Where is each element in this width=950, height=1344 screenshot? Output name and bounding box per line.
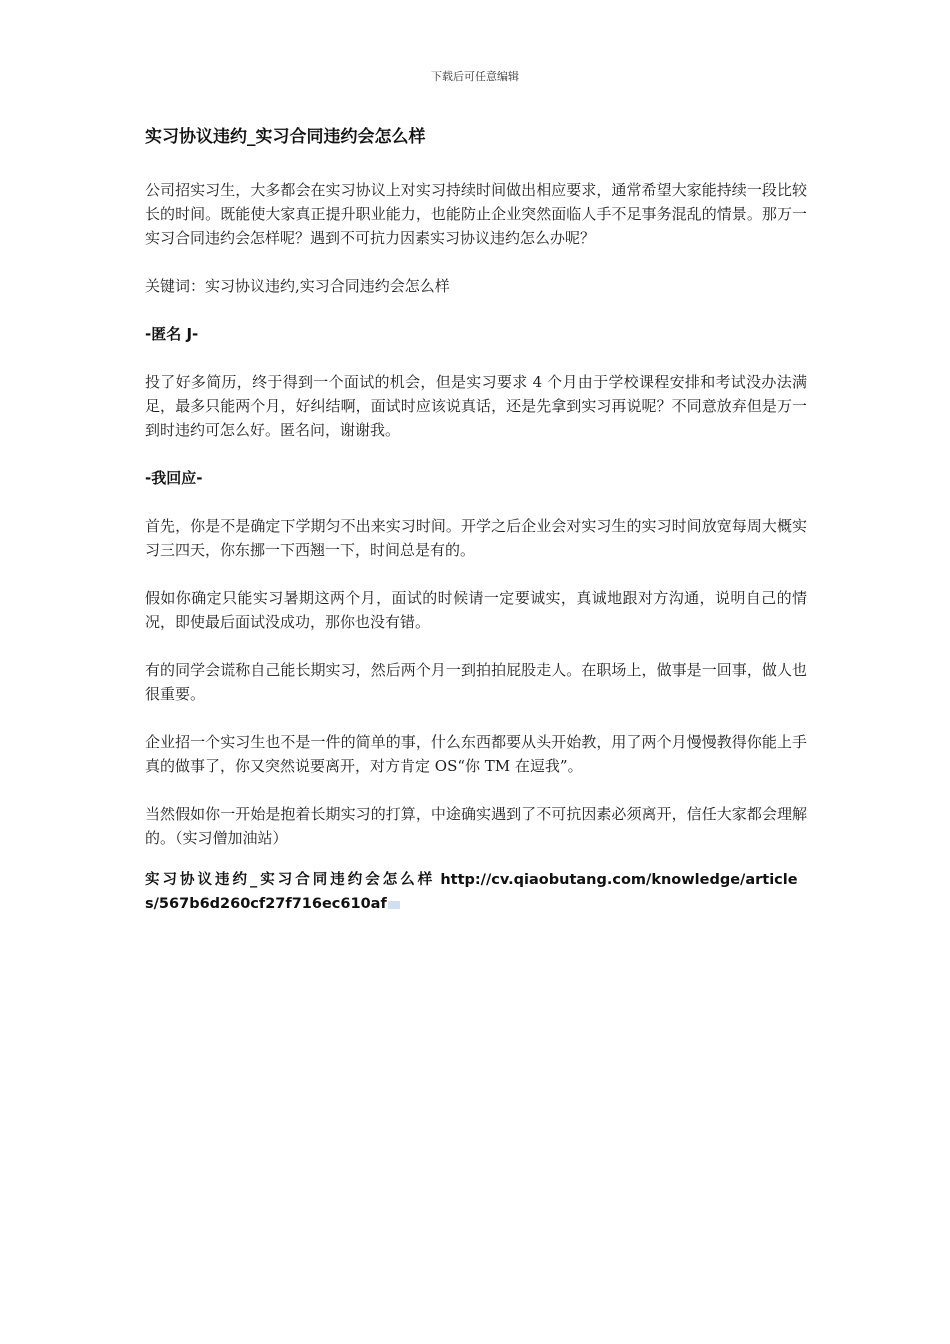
- link-marker-icon: [388, 901, 400, 909]
- question-heading: -匿名 J-: [145, 325, 199, 343]
- intro-paragraph: 公司招实习生，大多都会在实习协议上对实习持续时间做出相应要求，通常希望大家能持续一段比较长的时间。既能使大家真正提升职业能力，也能防止企业突然面临人手不足事务混乱的情景。那万一实习合同违约会怎样呢？遇到不可抗力因素实习协议违约怎么办呢？: [145, 181, 807, 247]
- answer-paragraph-4: 企业招一个实习生也不是一件的简单的事，什么东西都要从头开始教，用了两个月慢慢教得你能上手真的做事了，你又突然说要离开，对方肯定 OS“你 TM 在逗我”。: [145, 733, 807, 775]
- article-body: [145, 124, 807, 916]
- question-paragraph: 投了好多简历，终于得到一个面试的机会，但是实习要求 4 个月由于学校课程安排和考试没办法满足，最多只能两个月，好纠结啊，面试时应该说真话，还是先拿到实习再说呢？不同意放弃但是万一到时违约可怎么好。匿名问，谢谢我。: [145, 373, 807, 439]
- source-line: [145, 868, 807, 916]
- article-title: 实习协议违约_实习合同违约会怎么样: [145, 127, 426, 147]
- keywords-line: 关键词：实习协议违约,实习合同违约会怎么样: [145, 277, 450, 295]
- answer-paragraph-5: 当然假如你一开始是抱着长期实习的打算，中途确实遇到了不可抗因素必须离开，信任大家都会理解的。（实习僧加油站）: [145, 805, 807, 847]
- header-note: 下载后可任意编辑: [431, 70, 519, 83]
- answer-paragraph-2: 假如你确定只能实习暑期这两个月，面试的时候请一定要诚实，真诚地跟对方沟通，说明自己的情况，即使最后面试没成功，那你也没有错。: [145, 589, 807, 631]
- answer-heading: -我回应-: [145, 469, 203, 487]
- source-url-link[interactable]: http://cv.qiaobutang.com/knowledge/articles/567b6d260cf27f716ec610af: [145, 872, 798, 912]
- answer-paragraph-3: 有的同学会谎称自己能长期实习，然后两个月一到拍拍屁股走人。在职场上，做事是一回事，做人也很重要。: [145, 661, 807, 703]
- answer-paragraph-1: 首先，你是不是确定下学期匀不出来实习时间。开学之后企业会对实习生的实习时间放宽每周大概实习三四天，你东挪一下西翘一下，时间总是有的。: [145, 517, 807, 559]
- source-title: 实习协议违约_实习合同违约会怎么样: [145, 872, 436, 888]
